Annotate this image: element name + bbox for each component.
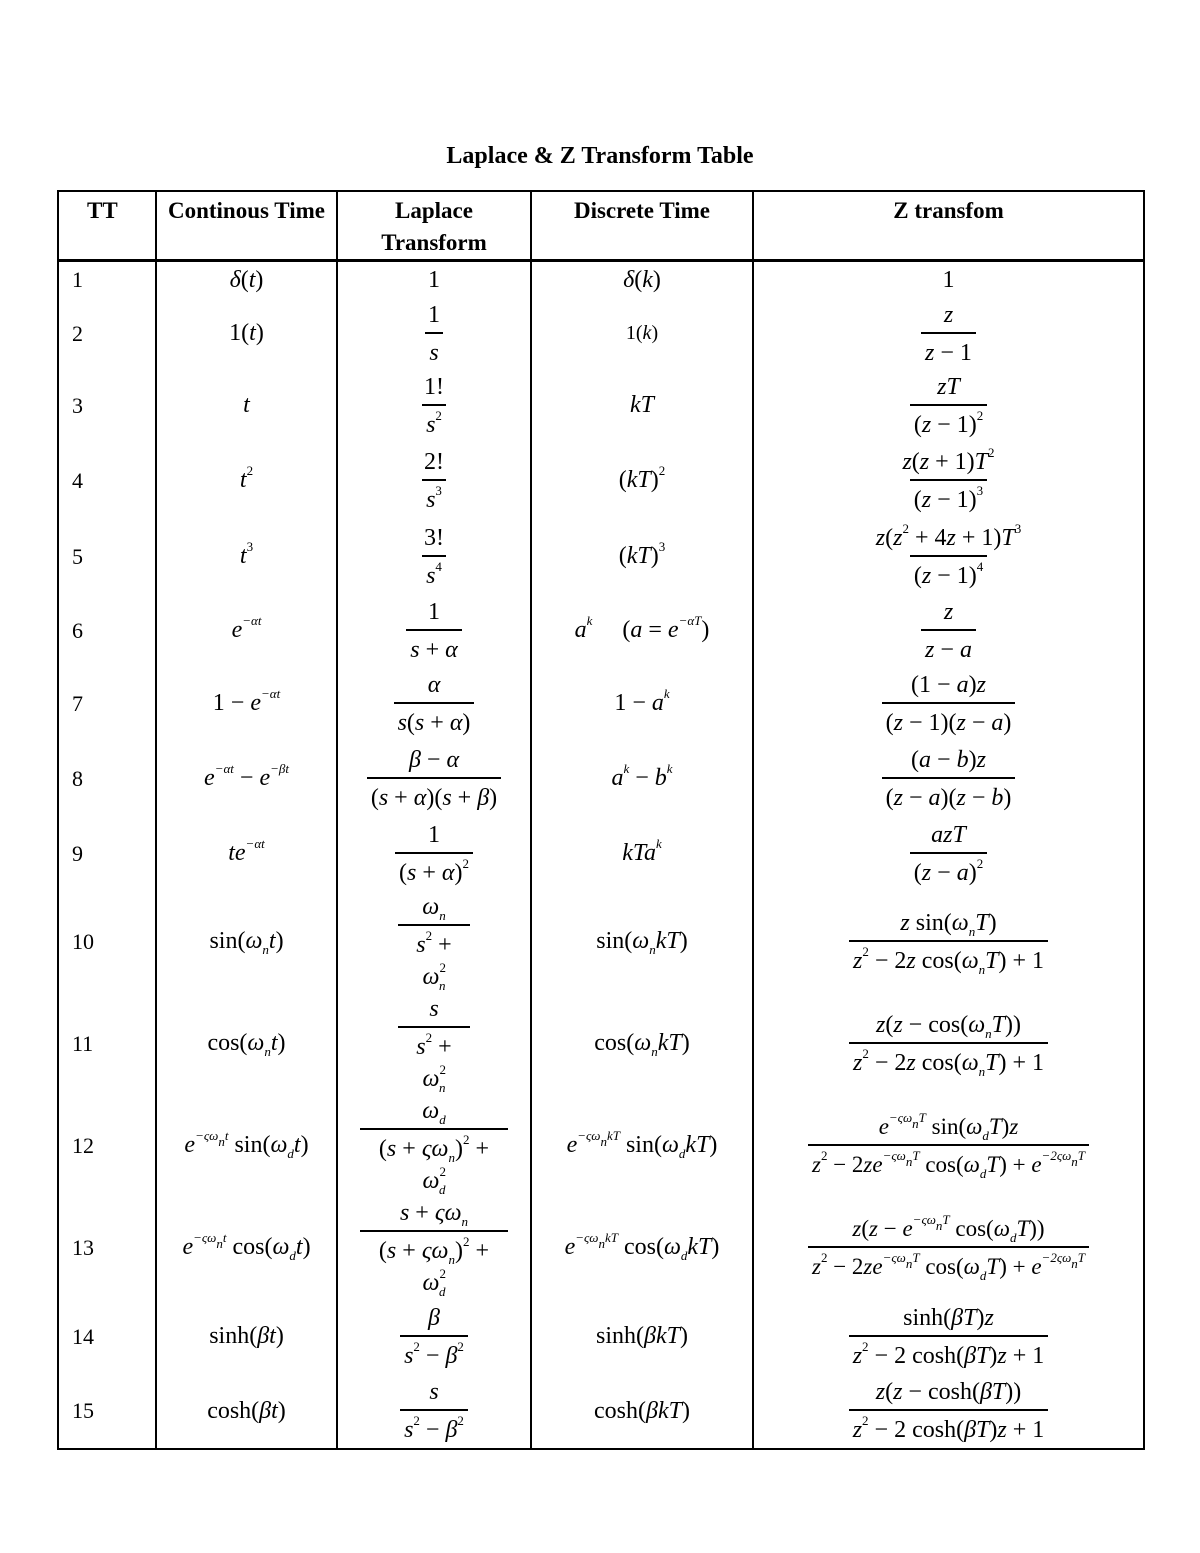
row-number: 9 (58, 817, 156, 891)
z-transform-cell: $\frac{z \sin(\omega_nT)}{z^2 - 2z \cos(\omega_nT) + 1}$ (753, 891, 1144, 993)
discrete-time-cell: $\sin(\omega_nkT)$ (531, 891, 753, 993)
table-row (58, 443, 1144, 519)
discrete-time-cell: kTa$^k$ (531, 817, 753, 891)
z-transform-cell: 1 (753, 261, 1144, 299)
z-transform-cell: $\frac{\sinh(\beta T)z}{z^2 - 2 \cosh(\beta T)z + 1}$ (753, 1299, 1144, 1375)
discrete-time-cell: $e^{-\varsigma\omega_nkT}$ $\cos(\omega_dkT)$ (531, 1197, 753, 1299)
table-row (58, 369, 1144, 443)
discrete-time-cell: kT (531, 369, 753, 443)
row-number: 6 (58, 595, 156, 667)
table-row (58, 299, 1144, 369)
discrete-time-cell: cosh(βkT) (531, 1375, 753, 1449)
laplace-transform-cell: $\frac{s}{s^2 - \beta^2}$ (337, 1375, 531, 1449)
continuous-time-cell: t (156, 369, 337, 443)
continuous-time-cell: $e^{-\varsigma\omega_nt}$ $\sin(\omega_dt)$ (156, 1095, 337, 1197)
laplace-transform-cell: $\frac{\beta - \alpha}{(s + \alpha)(s + \beta)}$ (337, 741, 531, 817)
row-number: 14 (58, 1299, 156, 1375)
discrete-time-cell: sinh(βkT) (531, 1299, 753, 1375)
table-row (58, 261, 1144, 299)
laplace-transform-cell: $\frac{s}{s^2 + \omega^2_n}$ (337, 993, 531, 1095)
z-transform-cell: $\frac{(a - b)z}{(z - a)(z - b)}$ (753, 741, 1144, 817)
discrete-time-cell: $a^k - b^k$ (531, 741, 753, 817)
row-number: 3 (58, 369, 156, 443)
z-transform-cell: $\frac{z(z - e^{-\varsigma\omega_nT} \cos(\omega_dT))}{z^2 - 2ze^{-\varsigma\omega_nT} \cos(\omega_dT) + e^{-2\varsigma\omega_nT}}$ (753, 1197, 1144, 1299)
continuous-time-cell: 1(t) (156, 299, 337, 369)
continuous-time-cell: $\sin(\omega_nt)$ (156, 891, 337, 993)
z-transform-cell: $\frac{(1 - a)z}{(z - 1)(z - a)}$ (753, 667, 1144, 741)
laplace-transform-cell: $\frac{s + \varsigma\omega_n}{(s + \varsigma\omega_n)^2 + \omega^2_d}$ (337, 1197, 531, 1299)
discrete-time-cell: $e^{-\varsigma\omega_nkT}$ $\sin(\omega_dkT)$ (531, 1095, 753, 1197)
z-transform-cell: $\frac{z}{z - a}$ (753, 595, 1144, 667)
continuous-time-cell: $e^{-\alpha t} - e^{-\beta t}$ (156, 741, 337, 817)
table-row (58, 817, 1144, 891)
continuous-time-cell: $te^{-\alpha t}$ (156, 817, 337, 891)
z-transform-cell: $\frac{e^{-\varsigma\omega_nT} \sin(\omega_dT)z}{z^2 - 2ze^{-\varsigma\omega_nT} \cos(\omega_dT) + e^{-2\varsigma\omega_nT}}$ (753, 1095, 1144, 1197)
row-number: 12 (58, 1095, 156, 1197)
continuous-time-cell: cosh(βt) (156, 1375, 337, 1449)
row-number: 13 (58, 1197, 156, 1299)
discrete-time-cell: 1(k) (531, 299, 753, 369)
laplace-transform-cell: $\frac{1!}{s^2}$ (337, 369, 531, 443)
table-row (58, 993, 1144, 1095)
header-row (58, 191, 1144, 261)
header-laplace-transform: Laplace Transform (337, 191, 531, 261)
laplace-transform-cell: $\frac{\omega_d}{(s + \varsigma\omega_n)^2 + \omega^2_d}$ (337, 1095, 531, 1197)
continuous-time-cell: $e^{-\alpha t}$ (156, 595, 337, 667)
z-transform-cell: $\frac{z(z + 1)T^2}{(z - 1)^3}$ (753, 443, 1144, 519)
table-row (58, 741, 1144, 817)
row-number: 8 (58, 741, 156, 817)
laplace-transform-cell: $\frac{\omega_n}{s^2 + \omega^2_n}$ (337, 891, 531, 993)
z-transform-cell: $\frac{z(z - \cosh(\beta T))}{z^2 - 2 \cosh(\beta T)z + 1}$ (753, 1375, 1144, 1449)
transform-table (57, 190, 1145, 1450)
table-row (58, 891, 1144, 993)
table-row (58, 1095, 1144, 1197)
continuous-time-cell: $t^2$ (156, 443, 337, 519)
laplace-transform-cell: $\frac{3!}{s^4}$ (337, 519, 531, 595)
laplace-transform-cell: $\frac{1}{s}$ (337, 299, 531, 369)
continuous-time-cell: $e^{-\varsigma\omega_nt}$ $\cos(\omega_dt)$ (156, 1197, 337, 1299)
continuous-time-cell: $1 - e^{-\alpha t}$ (156, 667, 337, 741)
row-number: 11 (58, 993, 156, 1095)
z-transform-cell: $\frac{\text{azT}}{(z - a)^2}$ (753, 817, 1144, 891)
discrete-time-cell: $\cos(\omega_nkT)$ (531, 993, 753, 1095)
laplace-transform-cell: $\frac{\alpha}{s(s + \alpha)}$ (337, 667, 531, 741)
laplace-transform-cell: $\frac{\beta}{s^2 - \beta^2}$ (337, 1299, 531, 1375)
discrete-time-cell: δ(k) (531, 261, 753, 299)
table-row (58, 519, 1144, 595)
header-z-transform: Z transfom (753, 191, 1144, 261)
discrete-time-cell: (kT)$^2$ (531, 443, 753, 519)
table-row (58, 595, 1144, 667)
row-number: 1 (58, 261, 156, 299)
table-row (58, 667, 1144, 741)
z-transform-cell: $\frac{z(z - \cos(\omega_nT))}{z^2 - 2z \cos(\omega_nT) + 1}$ (753, 993, 1144, 1095)
row-number: 5 (58, 519, 156, 595)
table-row (58, 1197, 1144, 1299)
laplace-transform-cell: 1 (337, 261, 531, 299)
header-continuous-time: Continous Time (156, 191, 337, 261)
header-tt: TT (58, 191, 156, 261)
discrete-time-cell: (kT)$^3$ (531, 519, 753, 595)
discrete-time-cell: $1 - a^k$ (531, 667, 753, 741)
table-row (58, 1375, 1144, 1449)
row-number: 7 (58, 667, 156, 741)
z-transform-cell: $\frac{zT}{(z - 1)^2}$ (753, 369, 1144, 443)
z-transform-cell: $\frac{z(z^2 + 4z + 1)T^3}{(z - 1)^4}$ (753, 519, 1144, 595)
row-number: 15 (58, 1375, 156, 1449)
continuous-time-cell: sinh(βt) (156, 1299, 337, 1375)
continuous-time-cell: δ(t) (156, 261, 337, 299)
laplace-transform-cell: $\frac{2!}{s^3}$ (337, 443, 531, 519)
header-discrete-time: Discrete Time (531, 191, 753, 261)
table-row (58, 1299, 1144, 1375)
continuous-time-cell: $t^3$ (156, 519, 337, 595)
continuous-time-cell: $\cos(\omega_nt)$ (156, 993, 337, 1095)
z-transform-cell: $\frac{z}{z - 1}$ (753, 299, 1144, 369)
laplace-transform-cell: $\frac{1}{(s + \alpha)^2}$ (337, 817, 531, 891)
row-number: 4 (58, 443, 156, 519)
row-number: 10 (58, 891, 156, 993)
discrete-time-cell: $a^k$ $(a = e^{-\alpha T})$ (531, 595, 753, 667)
laplace-transform-cell: $\frac{1}{s + \alpha}$ (337, 595, 531, 667)
page-title: Laplace & Z Transform Table (446, 143, 754, 169)
row-number: 2 (58, 299, 156, 369)
